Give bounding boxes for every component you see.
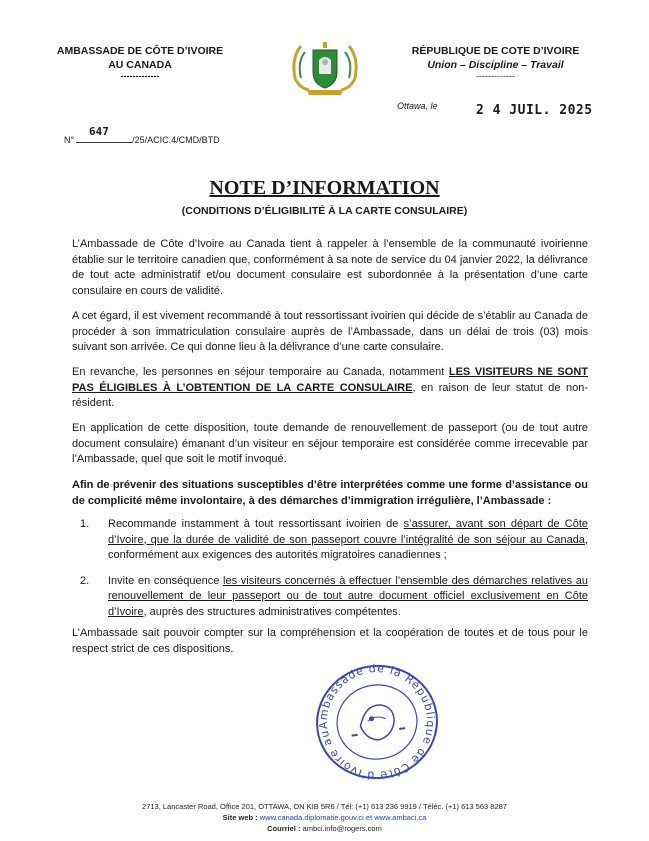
recommendation-list: [80, 517, 588, 620]
republic-name: RÉPUBLIQUE DE COTE D’IVOIRE: [411, 45, 580, 57]
dateline-place: Ottawa, le: [397, 101, 438, 111]
reference-handwritten-number: 647: [89, 125, 109, 138]
closing-paragraph: L’Ambassade sait pouvoir compter sur la compréhension et la coopération de toutes et de tous pour le respect strict de ces dispositions.: [72, 627, 588, 655]
republic-header: [383, 44, 608, 81]
list-item-text-end: , conformément aux exigences des autorités migratoires canadiennes ;: [108, 533, 588, 561]
header-separator: -------------: [120, 71, 160, 81]
republic-motto: Union – Discipline – Travail: [427, 59, 564, 71]
footer-website-links[interactable]: www.canada.diplomatie.gouv.ci et www.ambaci.ca: [259, 813, 427, 822]
page-subtitle: (CONDITIONS D’ÉLIGIBILITÉ À LA CARTE CONSULAIRE): [181, 205, 468, 217]
embassy-header: [40, 44, 240, 81]
list-item-number: 1.: [80, 518, 90, 530]
official-seal-icon: [312, 662, 442, 782]
coat-of-arms-emblem-icon: [287, 38, 363, 98]
list-item: [80, 517, 588, 564]
list-item-emphasis: les visiteurs concernés à effectuer l’ensemble des démarches relatives au renouvellement de leur passeport ou de tout autre document officiel exclusivement en Côte d’Ivoire: [108, 574, 589, 618]
footer-address: 2713, Lancaster Road, Office 201, OTTAWA, ON KIB 5R6 / Tél: (+1) 613 236 9919 / Téléc. (+1) 613 563 8287: [142, 802, 507, 811]
embassy-name: AMBASSADE DE CÔTE D’IVOIRE: [56, 45, 224, 57]
page-title: NOTE D’INFORMATION: [209, 177, 440, 199]
paragraph-3-end: , en raison de leur statut de non-résident.: [72, 381, 588, 409]
svg-text:Ambassade de la République de: [312, 662, 442, 782]
embassy-country: AU CANADA: [108, 59, 172, 71]
header-separator: -------------: [476, 71, 515, 81]
reference-prefix: N°: [64, 135, 75, 145]
list-item-text-end: , auprès des structures administratives compétentes.: [143, 605, 401, 618]
paragraph-3-intro: En revanche, les personnes en séjour temporaire au Canada, notamment: [72, 366, 445, 378]
dateline-date-stamp: 2 4 JUIL. 2025: [476, 103, 593, 118]
footer-website-label: Site web :: [222, 813, 260, 822]
paragraph-3: [72, 365, 588, 412]
reference-number: [64, 125, 220, 145]
list-item-number: 2.: [80, 574, 90, 587]
paragraph-3-emphasis: LES VISITEURS NE SONT PAS ÉLIGIBLES À L’OBTENTION DE LA CARTE CONSULAIRE: [72, 366, 588, 394]
seal-text: Ambassade de la République de Côte d'Ivoire au: [316, 662, 438, 782]
paragraph-2: A cet égard, il est vivement recommandé à tout ressortissant ivoirien qui décide de s’établir au Canada de procéder à son immatriculation consulaire auprès de l’Ambassade, dans un délai de trois (03) mois suivant son arrivée. Ce qui donne lieu à la délivrance d’une carte consulaire.: [72, 310, 588, 353]
list-item: [80, 574, 588, 621]
paragraph-5: Afin de prévenir des situations susceptibles d’être interprétées comme une forme d’assistance ou de complicité même involontaire, à des démarches d’immigration irrégulière, l’Ambassade :: [72, 479, 588, 507]
list-item-text: Recommande instamment à tout ressortissant ivoirien de: [108, 518, 404, 530]
paragraph-4: En application de cette disposition, toute demande de renouvellement de passeport (ou de tout autre document consulaire) émanant d’un visiteur en séjour temporaire est considérée comme irrecevable par l’Ambassade, quel que soit le motif invoqué.: [72, 422, 588, 465]
reference-suffix: /25/ACIC.4/CMD/BTD: [132, 135, 220, 145]
footer-email: [0, 823, 649, 834]
list-item-emphasis: s’assurer, avant son départ de Côte d’Ivoire, que la durée de validité de son passeport couvre l’intégralité de son séjour au Canada: [108, 518, 588, 546]
paragraph-1: L’Ambassade de Côte d’Ivoire au Canada tient à rappeler à l’ensemble de la communauté ivoirienne établie sur le territoire canadien que, conformément à sa note de service du 04 janvier 2022, la délivrance de tout acte administratif et/ou document consulaire est subordonnée à la présentation d’une carte consulaire en cours de validité.: [72, 238, 588, 297]
footer-email-address[interactable]: ambci.info@rogers.com: [302, 824, 382, 833]
list-item-text: Invite en conséquence: [108, 574, 224, 587]
footer-email-label: Courriel :: [267, 824, 303, 833]
footer-website: [0, 812, 649, 823]
